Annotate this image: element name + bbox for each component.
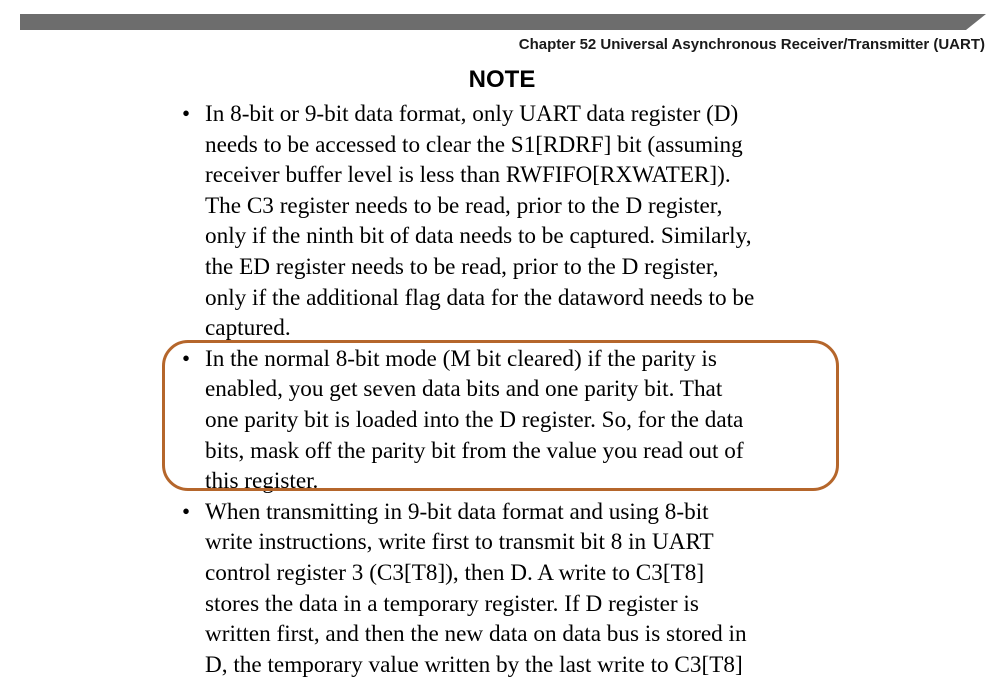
- text-line: enabled, you get seven data bits and one parity bit. That: [205, 376, 723, 403]
- text-line: In 8-bit or 9-bit data format, only UART data register (D): [205, 101, 739, 127]
- bullet-marker: •: [182, 345, 191, 371]
- text-line: only if the additional flag data for the dataword needs to be: [205, 284, 755, 311]
- text-line: control register 3 (C3[T8]), then D. A write to C3[T8]: [205, 559, 705, 586]
- text-line: receiver buffer level is less than RWFIFO[RXWATER]).: [205, 162, 731, 189]
- text-line: needs to be accessed to clear the S1[RDRF] bit (assuming: [205, 131, 743, 158]
- text-line: one parity bit is loaded into the D register. So, for the data: [205, 406, 744, 433]
- text-line: captured.: [205, 315, 291, 342]
- text-line: this register.: [205, 468, 319, 495]
- text-line: In the normal 8-bit mode (M bit cleared) if the parity is: [205, 345, 717, 372]
- note-title: NOTE: [468, 66, 536, 93]
- chapter-header: Chapter 52 Universal Asynchronous Receiver/Transmitter (UART): [518, 36, 985, 53]
- text-line: write instructions, write first to transmit bit 8 in UART: [205, 529, 714, 556]
- text-line: written first, and then the new data on data bus is stored in: [205, 621, 747, 648]
- text-line: When transmitting in 9-bit data format and using 8-bit: [205, 498, 709, 525]
- text-line: The C3 register needs to be read, prior to the D register,: [205, 192, 723, 219]
- text-line: the ED register needs to be read, prior to the D register,: [205, 253, 719, 280]
- note-bullet-2-highlighted: [182, 344, 842, 497]
- text-line: only if the ninth bit of data needs to be captured. Similarly,: [205, 223, 752, 250]
- text-line: stores the data in a temporary register. If D register is: [205, 590, 699, 617]
- bullet-marker: •: [182, 101, 191, 126]
- text-line: bits, mask off the parity bit from the value you read out of: [205, 437, 744, 464]
- note-bullet-1: [182, 99, 842, 344]
- note-bullet-3: [182, 497, 842, 681]
- bullet-marker: •: [182, 498, 191, 524]
- note-bullet-list: [182, 99, 842, 680]
- text-line: D, the temporary value written by the last write to C3[T8]: [205, 651, 743, 678]
- page-header-bar: [20, 14, 986, 30]
